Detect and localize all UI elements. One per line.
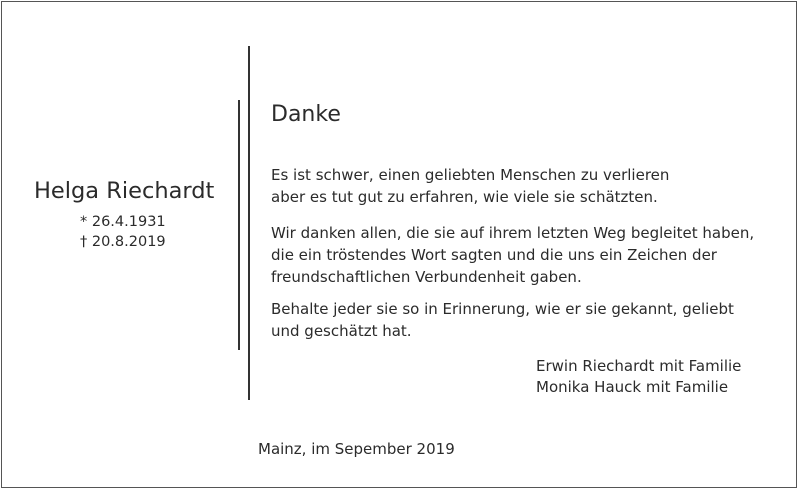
paragraph-2 bbox=[271, 222, 754, 288]
signers-block bbox=[536, 356, 741, 398]
notice-title: Danke bbox=[271, 102, 341, 127]
signer-1: Erwin Riechardt mit Familie bbox=[536, 357, 742, 375]
life-dates bbox=[80, 212, 166, 252]
paragraph-3 bbox=[271, 298, 734, 342]
birth-date: * 26.4.1931 bbox=[80, 214, 166, 230]
paragraph-line: Wir danken allen, die sie auf ihrem letzten Weg begleitet haben, bbox=[271, 224, 755, 242]
paragraph-line: Es ist schwer, einen geliebten Menschen zu verlieren bbox=[271, 166, 670, 184]
death-date: † 20.8.2019 bbox=[80, 234, 166, 250]
paragraph-line: die ein tröstendes Wort sagten und die uns ein Zeichen der bbox=[271, 246, 717, 264]
divider-short bbox=[238, 100, 240, 350]
divider-long bbox=[248, 46, 250, 400]
paragraph-1 bbox=[271, 164, 669, 208]
deceased-name: Helga Riechardt bbox=[34, 178, 215, 204]
paragraph-line: freundschaftlichen Verbundenheit gaben. bbox=[271, 268, 582, 286]
paragraph-line: und geschätzt hat. bbox=[271, 322, 412, 340]
paragraph-line: aber es tut gut zu erfahren, wie viele sie schätzten. bbox=[271, 188, 658, 206]
signer-2: Monika Hauck mit Familie bbox=[536, 378, 729, 396]
paragraph-line: Behalte jeder sie so in Erinnerung, wie er sie gekannt, geliebt bbox=[271, 300, 734, 318]
place-date: Mainz, im Sepember 2019 bbox=[258, 440, 455, 458]
